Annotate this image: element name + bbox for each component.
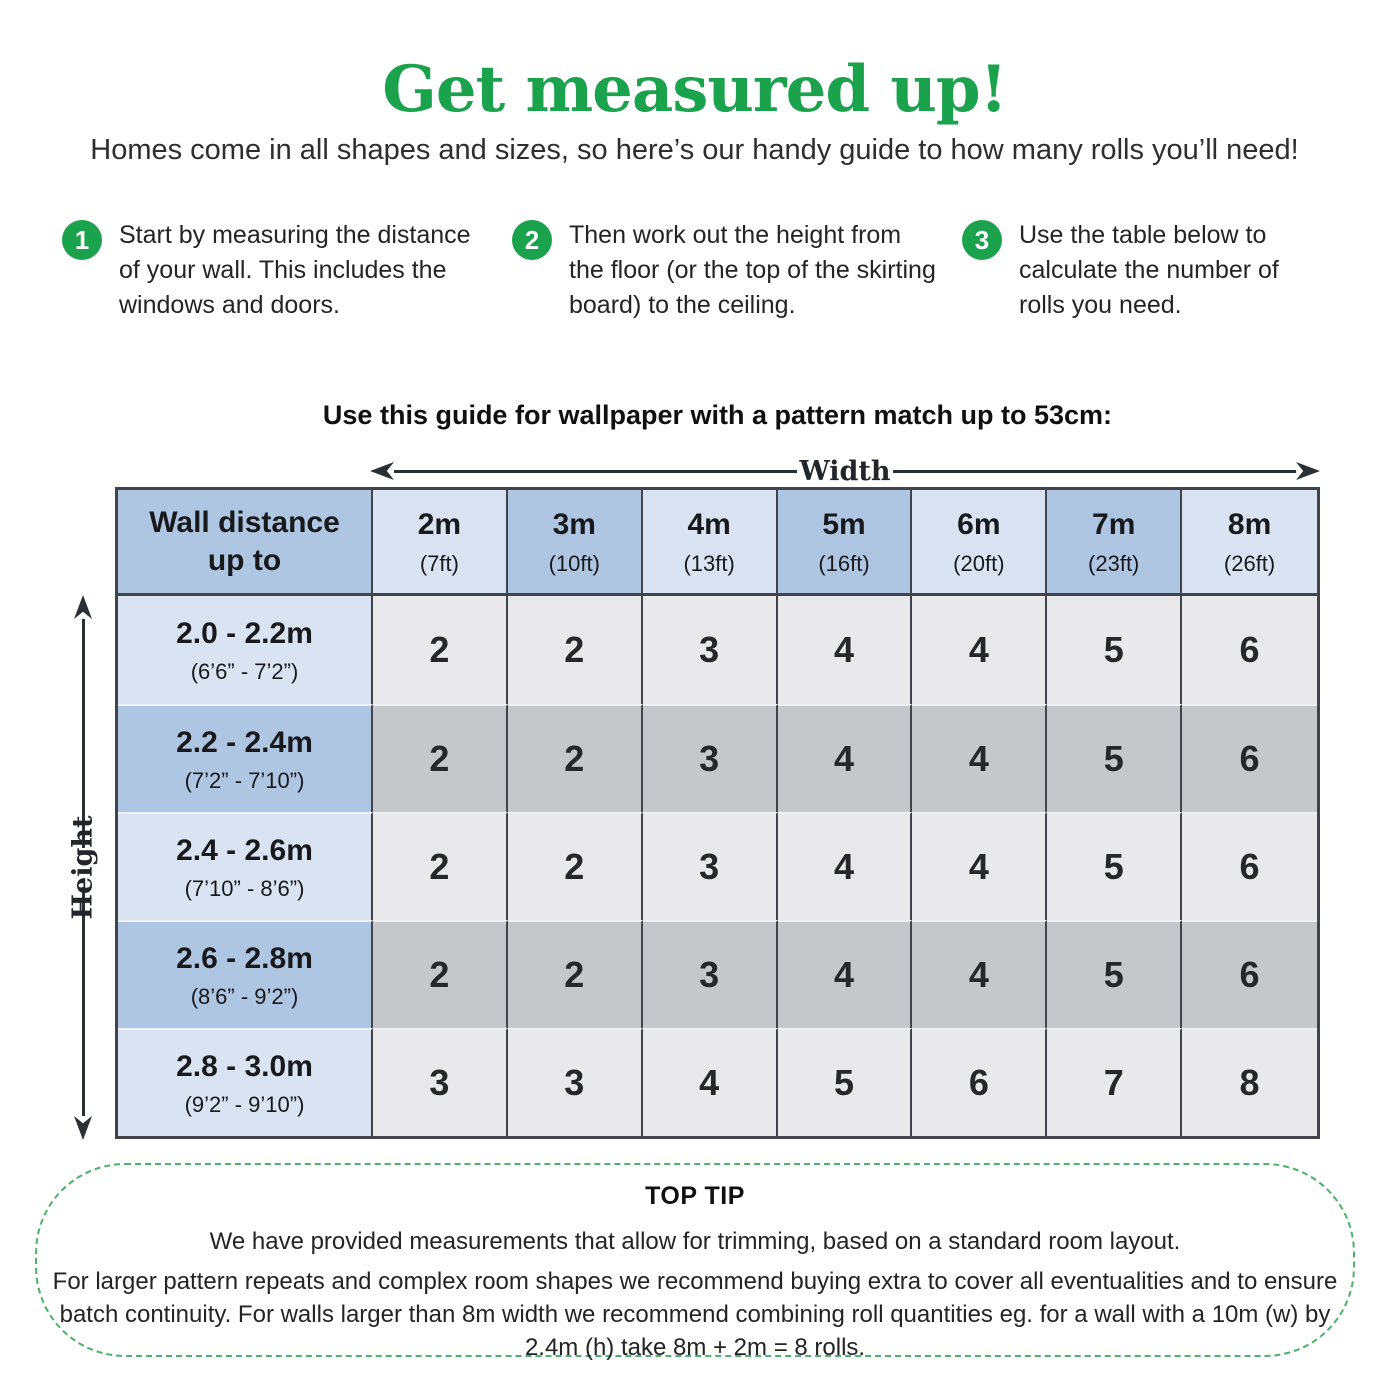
row-3-col-6-rolls — [1047, 812, 1182, 920]
row-5-col-6-rolls — [1047, 1028, 1182, 1136]
row-3-col-7-rolls-value: 6 — [1239, 846, 1260, 887]
guide-note: Use this guide for wallpaper with a pattern match up to 53cm: — [322, 400, 1113, 430]
column-header-6m-small: (20ft) — [953, 550, 1005, 576]
row-2-label-big: 2.2 - 2.4m — [176, 725, 313, 759]
column-header-8m — [1182, 490, 1317, 596]
height-axis-arrow — [66, 595, 100, 1140]
step-1 — [62, 218, 512, 323]
step-3 — [962, 218, 1342, 323]
row-1-label — [118, 596, 373, 704]
row-2-col-2-rolls — [508, 704, 643, 812]
row-5-label — [118, 1028, 373, 1136]
steps-row — [62, 218, 1342, 323]
row-3-col-4-rolls-value: 4 — [833, 846, 854, 887]
column-header-3m — [508, 490, 643, 596]
row-5-col-7-rolls — [1182, 1028, 1317, 1136]
row-4-col-7-rolls — [1182, 920, 1317, 1028]
row-5-col-6-rolls-value: 7 — [1103, 1062, 1124, 1103]
row-4-col-2-rolls — [508, 920, 643, 1028]
rolls-table — [115, 487, 1320, 1139]
width-axis-arrow — [370, 455, 1320, 487]
row-1-label-big: 2.0 - 2.2m — [176, 616, 313, 650]
row-3-col-6-rolls-value: 5 — [1103, 846, 1124, 887]
row-5-label-big: 2.8 - 3.0m — [176, 1049, 313, 1083]
column-header-4m-small: (13ft) — [683, 550, 735, 576]
row-5-col-3-rolls — [643, 1028, 778, 1136]
row-5-col-5-rolls — [912, 1028, 1047, 1136]
row-2-col-6-rolls — [1047, 704, 1182, 812]
row-2-col-2-rolls-value: 2 — [564, 738, 585, 779]
row-4-col-4-rolls-value: 4 — [833, 954, 854, 995]
column-header-2m-big: 2m — [417, 508, 462, 542]
column-header-8m-small: (26ft) — [1223, 550, 1276, 576]
row-5-label-small: (9’2” - 9’10”) — [184, 1092, 305, 1118]
row-3-col-4-rolls — [778, 812, 913, 920]
row-2-label-small: (7’2” - 7’10”) — [184, 768, 305, 794]
row-4-col-2-rolls-value: 2 — [564, 954, 585, 995]
row-1-col-2-rolls-value: 2 — [564, 629, 585, 670]
row-2-col-7-rolls — [1182, 704, 1317, 812]
step-1-number-badge: 1 — [62, 220, 102, 260]
row-2-col-3-rolls-value: 3 — [699, 738, 720, 779]
arrow-line — [82, 619, 85, 848]
column-header-7m-big: 7m — [1092, 508, 1136, 542]
column-header-3m-big: 3m — [552, 508, 596, 542]
row-5-col-4-rolls-value: 5 — [833, 1062, 854, 1103]
column-header-4m — [643, 490, 778, 596]
page-title: Get measured up! — [382, 52, 1007, 127]
row-5-col-5-rolls-value: 6 — [968, 1062, 989, 1103]
corner-header — [118, 490, 373, 596]
row-4-label-small: (8’6” - 9’2”) — [190, 984, 299, 1010]
row-1-label-small: (6’6” - 7’2”) — [190, 659, 299, 685]
page-subtitle: Homes come in all shapes and sizes, so here’s our handy guide to how many rolls you’ll need! — [90, 134, 1299, 166]
column-header-6m-big: 6m — [957, 508, 1001, 542]
row-3-col-5-rolls-value: 4 — [968, 846, 989, 887]
row-1-col-1-rolls-value: 2 — [429, 629, 450, 670]
column-header-5m — [778, 490, 913, 596]
row-3-col-1-rolls — [373, 812, 508, 920]
arrow-right-icon — [1296, 462, 1320, 480]
row-1-col-7-rolls-value: 6 — [1239, 629, 1260, 670]
row-4-label — [118, 920, 373, 1028]
top-tip-title: TOP TIP — [645, 1182, 745, 1210]
row-4-label-big: 2.6 - 2.8m — [176, 941, 313, 975]
row-5-col-1-rolls — [373, 1028, 508, 1136]
row-4-col-6-rolls-value: 5 — [1103, 954, 1124, 995]
row-3-col-2-rolls-value: 2 — [564, 846, 585, 887]
top-tip-line1: We have provided measurements that allow for trimming, based on a standard room layout. — [209, 1228, 1181, 1255]
row-1-col-7-rolls — [1182, 596, 1317, 704]
arrow-down-icon — [74, 1116, 92, 1140]
row-2-col-1-rolls — [373, 704, 508, 812]
row-3-col-1-rolls-value: 2 — [429, 846, 450, 887]
column-header-5m-small: (16ft) — [818, 550, 870, 576]
row-4-col-5-rolls-value: 4 — [968, 954, 989, 995]
row-1-col-2-rolls — [508, 596, 643, 704]
row-1-col-4-rolls — [778, 596, 913, 704]
row-3-col-5-rolls — [912, 812, 1047, 920]
top-tip-box — [35, 1163, 1355, 1361]
row-3-label — [118, 812, 373, 920]
step-3-number-badge: 3 — [962, 220, 1002, 260]
row-1-col-5-rolls-value: 4 — [968, 629, 989, 670]
arrow-line — [893, 470, 1296, 473]
row-2-col-4-rolls — [778, 704, 913, 812]
row-1-col-1-rolls — [373, 596, 508, 704]
row-4-col-5-rolls — [912, 920, 1047, 1028]
row-1-col-6-rolls-value: 5 — [1103, 629, 1124, 670]
column-header-2m — [373, 490, 508, 596]
row-5-col-7-rolls-value: 8 — [1239, 1062, 1260, 1103]
row-4-col-3-rolls-value: 3 — [699, 954, 720, 995]
row-3-col-7-rolls — [1182, 812, 1317, 920]
row-1-col-6-rolls — [1047, 596, 1182, 704]
column-header-4m-big: 4m — [687, 508, 731, 542]
arrow-left-icon — [370, 462, 394, 480]
row-1-col-3-rolls-value: 3 — [699, 629, 720, 670]
row-4-col-7-rolls-value: 6 — [1239, 954, 1260, 995]
column-header-7m-small: (23ft) — [1088, 550, 1140, 576]
step-2 — [512, 218, 962, 323]
row-4-col-1-rolls — [373, 920, 508, 1028]
height-axis-label: Height — [67, 815, 99, 920]
row-2-col-5-rolls — [912, 704, 1047, 812]
step-1-text: Start by measuring the distance of your wall. This includes the windows and doors. — [119, 221, 471, 319]
column-header-2m-small: (7ft) — [419, 550, 459, 576]
row-2-col-5-rolls-value: 4 — [968, 738, 989, 779]
row-1-col-5-rolls — [912, 596, 1047, 704]
row-4-col-6-rolls — [1047, 920, 1182, 1028]
row-3-col-3-rolls — [643, 812, 778, 920]
column-header-8m-big: 8m — [1227, 508, 1272, 542]
column-header-7m — [1047, 490, 1182, 596]
row-5-col-2-rolls — [508, 1028, 643, 1136]
arrow-up-icon — [74, 595, 92, 619]
row-4-col-4-rolls — [778, 920, 913, 1028]
row-4-col-1-rolls-value: 2 — [429, 954, 450, 995]
row-2-label — [118, 704, 373, 812]
row-2-col-7-rolls-value: 6 — [1239, 738, 1260, 779]
row-1-col-3-rolls — [643, 596, 778, 704]
step-2-number-badge: 2 — [512, 220, 552, 260]
row-5-col-1-rolls-value: 3 — [429, 1062, 450, 1103]
row-4-col-3-rolls — [643, 920, 778, 1028]
width-axis-label: Width — [799, 455, 891, 487]
row-5-col-2-rolls-value: 3 — [564, 1062, 585, 1103]
step-3-text: Use the table below to calculate the number of rolls you need. — [1019, 221, 1279, 319]
arrow-line — [82, 887, 85, 1116]
step-2-text: Then work out the height from the floor (or the top of the skirting board) to the ceiling. — [569, 221, 936, 319]
row-5-col-3-rolls-value: 4 — [699, 1062, 720, 1103]
row-3-col-3-rolls-value: 3 — [699, 846, 720, 887]
row-2-col-6-rolls-value: 5 — [1103, 738, 1124, 779]
column-header-3m-small: (10ft) — [548, 550, 600, 576]
column-header-5m-big: 5m — [822, 508, 866, 542]
row-2-col-1-rolls-value: 2 — [429, 738, 450, 779]
top-tip-line2: For larger pattern repeats and complex room shapes we recommend buying extra to cover all eventualities and to ensure batch continuity. For walls larger than 8m width we recommend combining roll quantities eg. for a wall with a 10m (w) by 2.4m (h) take 8m + 2m = 8 rolls. — [52, 1268, 1338, 1361]
row-3-label-small: (7’10” - 8’6”) — [184, 876, 305, 902]
row-3-col-2-rolls — [508, 812, 643, 920]
row-3-label-big: 2.4 - 2.6m — [176, 833, 313, 867]
row-5-col-4-rolls — [778, 1028, 913, 1136]
row-2-col-4-rolls-value: 4 — [833, 738, 854, 779]
row-1-col-4-rolls-value: 4 — [833, 629, 854, 670]
column-header-6m — [912, 490, 1047, 596]
arrow-line — [394, 470, 797, 473]
corner-header-big: up to — [207, 543, 282, 577]
corner-header-big: Wall distance — [149, 506, 340, 539]
row-2-col-3-rolls — [643, 704, 778, 812]
